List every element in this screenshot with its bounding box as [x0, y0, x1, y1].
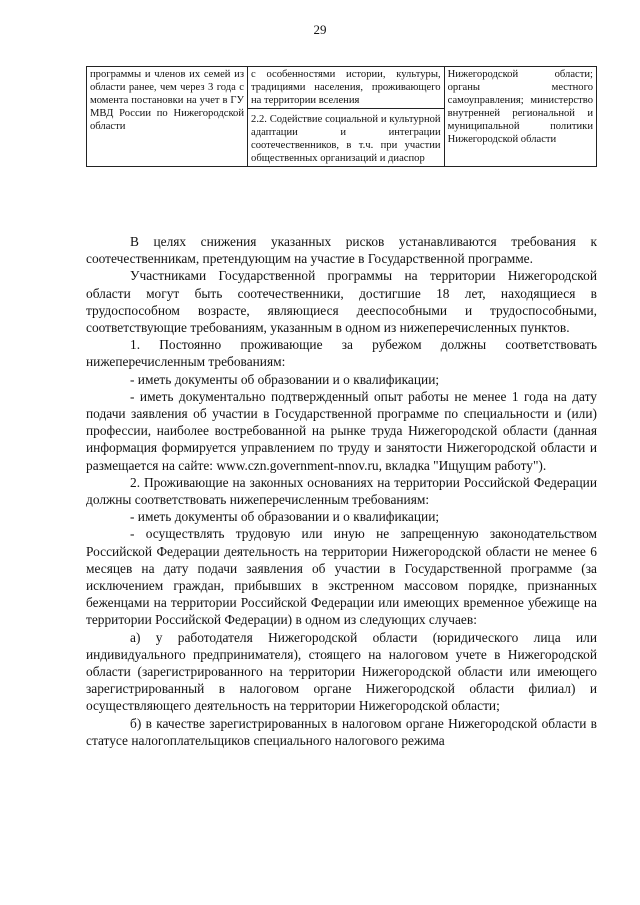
document-body — [86, 233, 597, 749]
list-item: - иметь документы об образовании и о квалификации; — [130, 509, 440, 525]
paragraph: Участниками Государственной программы на территории Нижегородской области могут быть соотечественники, достигшие 18 лет, находящиеся в трудоспособном возрасте, являющиеся дееспособными и трудоспособными, соответствующие требованиям, указанным в одном из нижеперечисленных пунктов. — [86, 268, 597, 336]
list-item: а) у работодателя Нижегородской области (юридического лица или индивидуального предпринимателя), стоящего на налоговом учете в Нижегородской области (зарегистрированного на территории Нижегородской области или имеющего зарегистрированный в налоговом органе Нижегородской области филиал) и осуществляющего деятельность на территории Нижегородской области; — [86, 629, 597, 714]
table-row — [87, 67, 597, 109]
program-table — [86, 66, 597, 167]
table-cell-responsible: Нижегородской области; органы местного самоуправления; министерство внутренней региональной и муниципальной политики Нижегородской области — [444, 67, 596, 167]
list-item: - иметь документально подтвержденный опыт работы не менее 1 года на дату подачи заявления об участии в Государственной программе по специальности и (или) профессии, наиболее востребованной на рынке труда Нижегородской области (данная информация формируется управлением по труду и занятости Нижегородской области и размещается на сайте: www.czn.government-nnov.ru, вкладка "Ищущим работу"). — [86, 388, 597, 473]
list-item: - осуществлять трудовую или иную не запрещенную законодательством Российской Федерации деятельность на территории Нижегородской области не менее 6 месяцев на дату подачи заявления об участии в Государственной программе (за исключением граждан, прибывших в экстренном массовом порядке, признанных беженцами на территории Российской Федерации или имеющих временное убежище на территории Российской Федерации) в одном из следующих случаев: — [86, 526, 597, 628]
list-item: - иметь документы об образовании и о квалификации; — [130, 371, 440, 387]
table-cell-history: с особенностями истории, культуры, традициями населения, проживающего на территории вселения — [248, 67, 445, 109]
paragraph: 1. Постоянно проживающие за рубежом должны соответствовать нижеперечисленным требованиям: — [86, 337, 597, 370]
table-cell-adaptation: 2.2. Содействие социальной и культурной адаптации и интеграции соотечественников, в т.ч. при участии общественных организаций и диаспор — [248, 109, 445, 167]
page-number: 29 — [313, 22, 327, 37]
table-cell-participants: программы и членов их семей из области ранее, чем через 3 года с момента постановки на учет в ГУ МВД России по Нижегородской области — [87, 67, 248, 167]
paragraph: В целях снижения указанных рисков устанавливаются требования к соотечественникам, претендующим на участие в Государственной программе. — [86, 234, 597, 267]
paragraph: 2. Проживающие на законных основаниях на территории Российской Федерации должны соответствовать нижеперечисленным требованиям: — [86, 474, 597, 508]
list-item: б) в качестве зарегистрированных в налоговом органе Нижегородской области в статусе налогоплательщиков специального налогового режима — [86, 715, 597, 748]
